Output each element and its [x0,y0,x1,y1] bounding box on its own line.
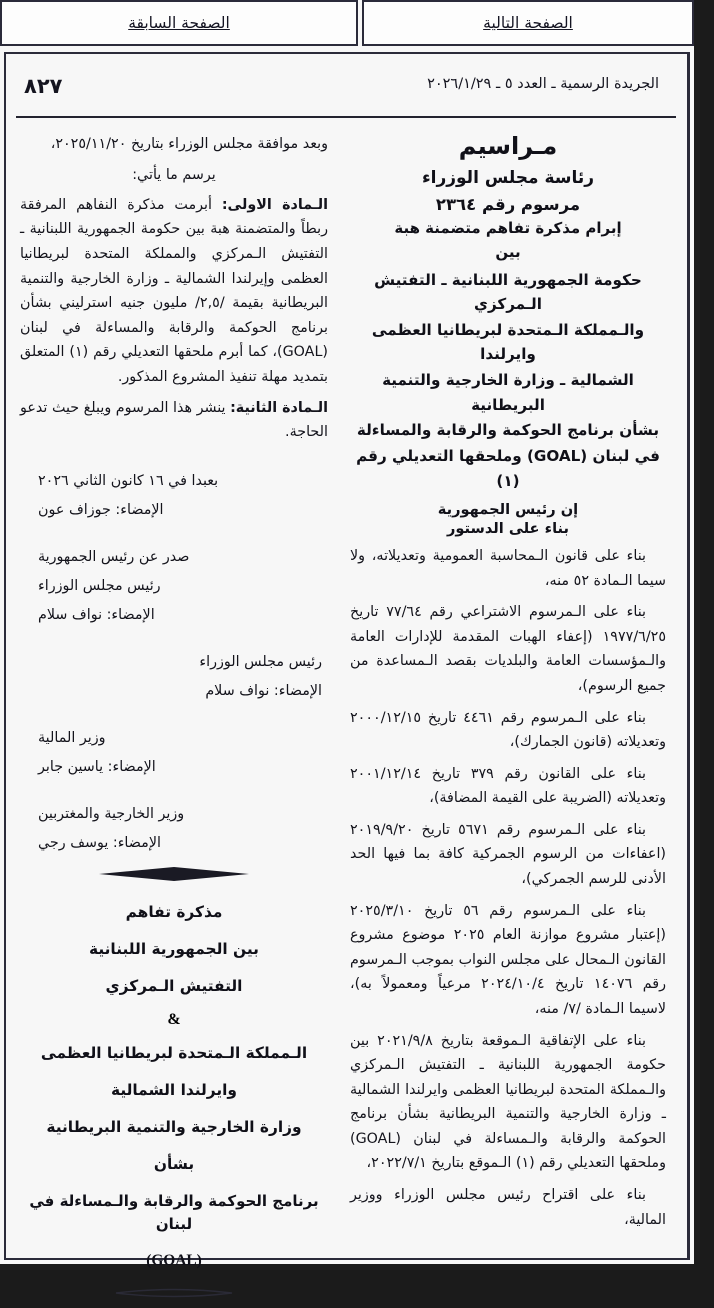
finance-minister-signature: الإمضاء: ياسين جابر [38,758,156,775]
decree-date-line: بعبدا في ١٦ كانون الثاني ٢٠٢٦ [38,472,219,489]
masthead-rule [16,116,676,118]
gazette-issue-line: الجريدة الرسمية ـ العدد ٥ ـ ٢٠٢٦/١/٢٩ [427,76,659,92]
constitution-line: بناء على الدستور [446,520,569,538]
mou-party-line: وايرلندا الشمالية [111,1081,237,1100]
mou-heading: مذكرة تفاهم [125,902,223,921]
article-one [20,193,328,390]
masthead [6,76,687,116]
next-page-button[interactable] [362,0,694,46]
article-two-label: الـمادة الثانية: [230,399,328,416]
recital: بناء على الـمرسوم رقم ٥٦٧١ تاريخ ٢٠١٩/٩/٢٠ (اعفاءات من الرسوم الجمركية كافة بما فيها الحد الأدنى للرسم الجمركي)، [350,821,666,888]
party-line: حكومة الجمهورية اللبنانية ـ التفتيش الـمركزي [374,270,642,314]
article-one-text: أبرمت مذكرة النفاهم المرفقة ربطاً والمتضمنة هبة بين حكومة الجمهورية اللبنانية ـ التفتيش الـمركزي والمملكة المتحدة لبريطانيا العظمى وإيرلندا الشمالية ـ وزارة الخارجية والتنمية البريطانية بقيمة /٢,٥/ مليون جنيه استرليني بشأن برنامج الحوكمة والرقابة والمساءلة في لبنان (GOAL)، كما أبرم ملحقها التعديلي رقم (١) المتعلق بتمديد مهلة تنفيذ المشروع المذكور. [20,196,328,385]
authority-heading: رئاسة مجلس الوزراء [421,168,595,188]
party-line: الشمالية ـ وزارة الخارجية والتنمية البريطانية [382,371,634,414]
previous-page-label[interactable]: الصفحة السابقة [128,14,230,32]
page-navigation-bar [0,0,694,46]
recital: بناء على القانون رقم ٣٧٩ تاريخ ٢٠٠١/١٢/١٤ وتعديلاته (الضريبة على القيمة المضافة)، [350,765,666,807]
foreign-minister-signature: الإمضاء: يوسف رجي [38,834,161,851]
finance-minister-title: وزير المالية [38,729,106,746]
previous-page-button[interactable] [0,0,358,46]
article-one-label: الـمادة الاولى: [221,196,328,213]
decrees-label: يرسم ما يأتي: [132,166,216,183]
party-line: في لبنان (GOAL) وملحقها التعديلي رقم (١) [356,446,660,490]
page-right-edge-band [694,0,714,1264]
ampersand-separator: & [167,1011,181,1029]
left-column [6,126,340,1270]
diamond-divider-icon [20,866,328,888]
decree-subject: إبرام مذكرة تفاهم متضمنة هبة [394,218,622,237]
next-page-label[interactable]: الصفحة التالية [483,14,573,32]
issued-by-line: صدر عن رئيس الجمهورية [38,548,190,565]
mou-party-line: الـمملكة الـمتحدة لبريطانيا العظمى [40,1044,308,1063]
article-two-text: ينشر هذا المرسوم ويبلغ حيث تدعو الحاجة. [20,399,328,441]
mou-programme-acronym: (GOAL) [146,1252,202,1270]
decrees-heading: مـراسيم [458,132,558,160]
lens-divider-icon [20,1286,328,1308]
mou-party-line: التفتيش الـمركزي [105,976,243,995]
between-label: بين [495,243,521,261]
decree-number: مرسوم رقم ٢٣٦٤ [435,194,581,214]
pm-signature-second: الإمضاء: نواف سلام [205,682,322,699]
president-line: إن رئيس الجمهورية [437,501,579,519]
mou-programme-line: برنامج الحوكمة والرقابة والـمساءلة في لبنان [29,1191,319,1234]
recital: بناء على الإتفاقية الـموقعة بتاريخ ٢٠٢١/٩/٨ بين حكومة الجمهورية اللبنانية ـ التفتيش الـمركزي والـمملكة المتحدة لبريطانيا العظمى وايرلندا الشمالية ـ وزارة الخارجية والتنمية البريطانية بشأن برنامج الحوكمة والرقابة والـمساءلة في لبنان (GOAL) وملحقها التعديلي رقم (١) الـموقع بتاريخ ٢٠٢٢/٧/١، [350,1032,666,1172]
document-sheet [4,52,690,1270]
party-line: والـمملكة الـمتحدة لبريطانيا العظمى وايرلندا [371,320,645,364]
pm-title-second: رئيس مجلس الوزراء [199,653,322,670]
president-signature: الإمضاء: جوزاف عون [38,501,164,518]
party-line: بشأن برنامج الحوكمة والرقابة والمساءلة [356,421,660,440]
right-column [340,126,692,1256]
article-two [20,396,328,445]
recital: بناء على الـمرسوم رقم ٥٦ تاريخ ٢٠٢٥/٣/١٠ (إعتبار مشروع موازنة العام ٢٠٢٥ موضوع مشروع القانون الـمحال على مجلس النواب بموجب الـمرسوم رقم ١٤٠٧٦ تاريخ ٢٠٢٤/١٠/٤ مرعياً ومعمولاً به)، لاسيما الـمادة /٧/ منه، [350,902,666,1017]
foreign-minister-title: وزير الخارجية والمغتربين [38,805,185,822]
mou-regarding-label: بشأن [153,1155,195,1174]
parties-block [350,268,666,494]
recital: بناء على الـمرسوم رقم ٤٤٦١ تاريخ ٢٠٠٠/١٢/١٥ وتعديلاته (قانون الجمارك)، [350,709,666,751]
pm-signature: الإمضاء: نواف سلام [38,606,155,623]
page-number: ٨٢٧ [24,74,63,98]
two-column-body [6,126,692,1270]
cabinet-approval-line: وبعد موافقة مجلس الوزراء بتاريخ ٢٠٢٥/١١/٢٠، [50,136,328,152]
mou-party-line: وزارة الخارجية والتنمية البريطانية [46,1118,302,1137]
recital: بناء على قانون الـمحاسبة العمومية وتعديلاته، ولا سيما الـمادة ٥٢ منه، [350,548,666,589]
recital: بناء على اقتراح رئيس مجلس الوزراء ووزير المالية، [350,1187,666,1228]
recital: بناء على الـمرسوم الاشتراعي رقم ٧٧/٦٤ تاريخ ١٩٧٧/٦/٢٥ (إعفاء الهبات المقدمة للإدارات العامة والـمؤسسات العامة والبلديات بقصد الـمساعدة من جميع الرسوم)، [350,604,666,695]
pm-title: رئيس مجلس الوزراء [38,577,161,594]
mou-party-line: بين الجمهورية اللبنانية [89,939,259,958]
